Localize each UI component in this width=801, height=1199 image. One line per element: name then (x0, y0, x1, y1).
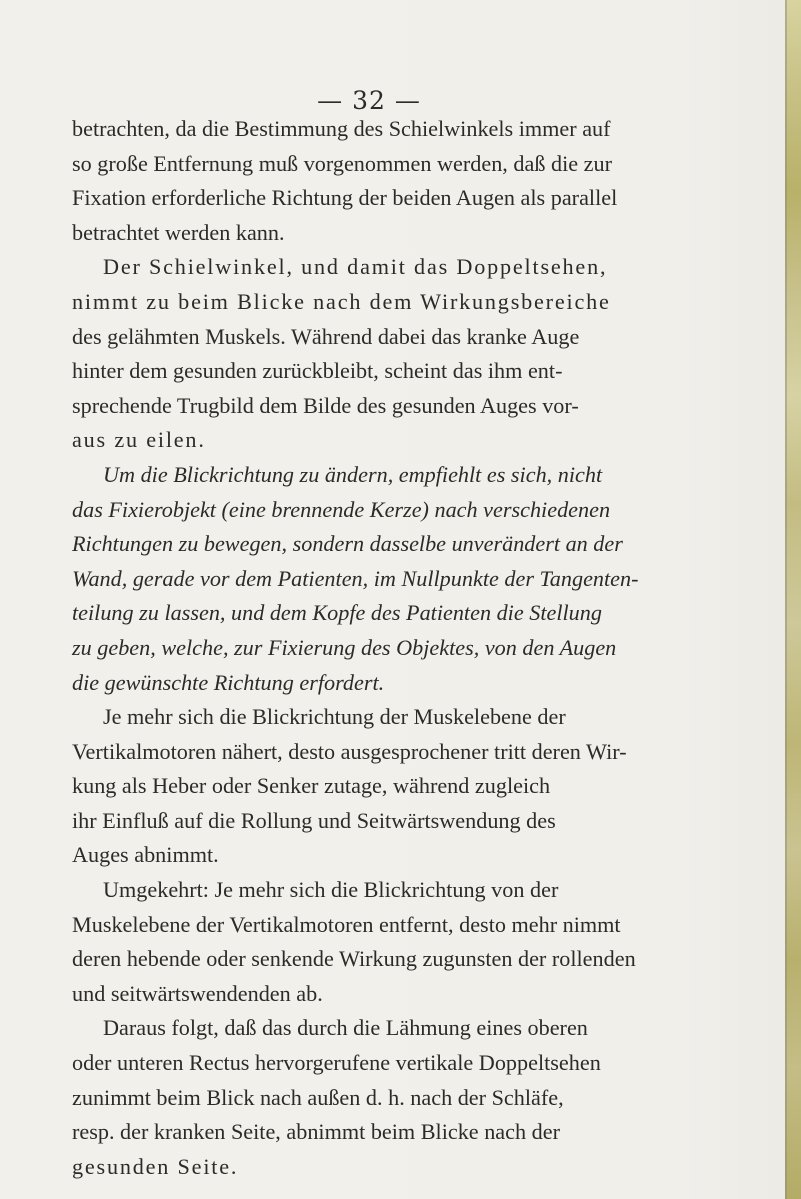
text-line: zu geben, welche, zur Fixierung des Objektes, von den Augen (72, 634, 617, 660)
body-text (72, 112, 726, 1184)
paragraph-5 (72, 873, 726, 1011)
text-line: so große Entfernung muß vorgenommen werden, daß die zur (72, 150, 612, 176)
text-line: sprechende Trugbild dem Bilde des gesunden Auges vor- (72, 392, 579, 418)
text-line: Wand, gerade vor dem Patienten, im Nullpunkte der Tangenten- (72, 565, 639, 591)
text-line: hinter dem gesunden zurückbleibt, scheint das ihm ent- (72, 358, 563, 384)
text-line: Umgekehrt: Je mehr sich die Blickrichtung von der (103, 877, 559, 903)
text-line: aus zu eilen. (72, 427, 206, 453)
text-line: und seitwärtswendenden ab. (72, 980, 323, 1006)
text-line: das Fixierobjekt (eine brennende Kerze) nach verschiedenen (72, 496, 611, 522)
text-line: zunimmt beim Blick nach außen d. h. nach der Schläfe, (72, 1084, 564, 1110)
text-line: teilung zu lassen, und dem Kopfe des Patienten die Stellung (72, 600, 602, 626)
paragraph-6 (72, 1011, 726, 1184)
text-line: Um die Blickrichtung zu ändern, empfiehlt es sich, nicht (103, 461, 603, 487)
text-line: Richtungen zu bewegen, sondern dasselbe unverändert an der (72, 531, 623, 557)
paragraph-3 (72, 458, 726, 700)
text-line: betrachtet werden kann. (72, 219, 285, 245)
text-line: Fixation erforderliche Richtung der beiden Augen als parallel (72, 185, 618, 211)
text-line: die gewünschte Richtung erfordert. (72, 669, 385, 695)
text-line: ihr Einfluß auf die Rollung und Seitwärtswendung des (72, 807, 556, 833)
page-edge-line (785, 0, 787, 1199)
text-line: Vertikalmotoren nähert, desto ausgesprochener tritt deren Wir- (72, 738, 627, 764)
text-line: Muskelebene der Vertikalmotoren entfernt, desto mehr nimmt (72, 911, 621, 937)
text-line: Auges abnimmt. (72, 842, 219, 868)
text-line: deren hebende oder senkende Wirkung zugunsten der rollenden (72, 946, 636, 972)
paragraph-1 (72, 112, 726, 250)
text-line: betrachten, da die Bestimmung des Schielwinkels immer auf (72, 116, 611, 141)
text-line: Daraus folgt, daß das durch die Lähmung eines oberen (103, 1015, 588, 1041)
paragraph-2 (72, 250, 726, 458)
text-line: oder unteren Rectus hervorgerufene vertikale Doppeltsehen (72, 1050, 601, 1076)
text-line: des gelähmten Muskels. Während dabei das kranke Auge (72, 323, 580, 349)
text-line: Je mehr sich die Blickrichtung der Muskelebene der (103, 704, 566, 730)
text-line: Der Schielwinkel, und damit das Doppeltsehen, (103, 254, 608, 280)
text-line: kung als Heber oder Senker zutage, während zugleich (72, 773, 551, 799)
text-line: gesunden Seite. (72, 1153, 239, 1179)
text-line: resp. der kranken Seite, abnimmt beim Blicke nach der (72, 1119, 560, 1145)
paragraph-4 (72, 700, 726, 873)
text-line: nimmt zu beim Blicke nach dem Wirkungsbereiche (72, 288, 611, 314)
page-edge-shadow (785, 0, 801, 1199)
page-number: — 32 — (317, 86, 421, 115)
